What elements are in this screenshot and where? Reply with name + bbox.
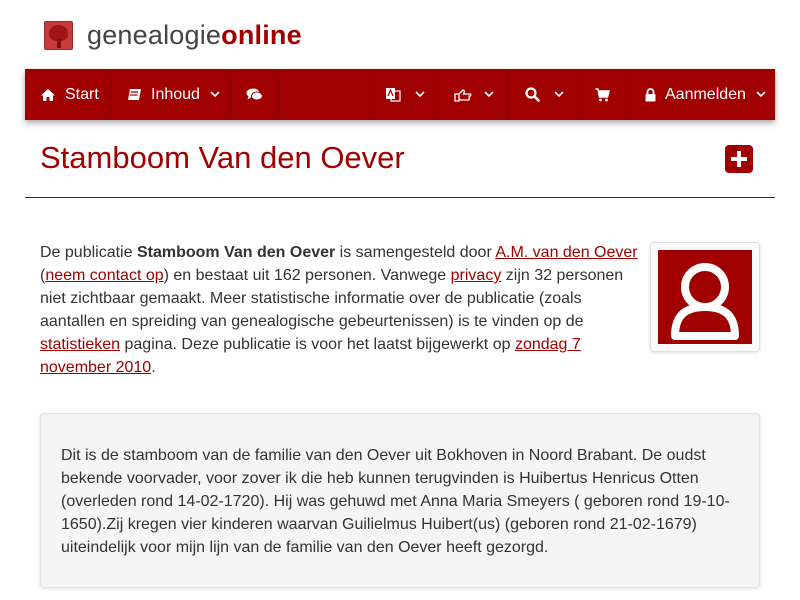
publication-description: Dit is de stamboom van de familie van den Oever uit Bokhoven in Noord Brabant. De oudst bekende voorvader, voor zover ik die heb kunnen terugvinden is Huibertus Henricus Otten (overleden rond 14-02-1720). Hij was gehuwd met Anna Maria Smeyers ( geboren rond 19-10-1650).Zij kregen vier kinderen waarvan Guilielmus Huibert(us) (geboren rond 21-02-1679) uiteindelijk voor mijn lijn van de familie van den Oever heeft gezorgd.	[61, 447, 730, 556]
user-icon	[658, 250, 752, 344]
logo-text-part1: genealogie	[87, 20, 222, 50]
comments-icon	[246, 88, 263, 101]
site-logo[interactable]	[44, 18, 302, 52]
nav-inhoud[interactable]	[111, 69, 231, 120]
publication-name: Stamboom Van den Oever	[136, 244, 336, 261]
tree-logo-icon	[44, 21, 73, 50]
search-icon	[525, 87, 540, 102]
nav-aanmelden-label: Aanmelden	[665, 85, 746, 103]
title-divider	[25, 197, 775, 198]
nav-inhoud-label: Inhoud	[151, 85, 200, 103]
plus-square-icon[interactable]	[725, 145, 753, 173]
nav-language[interactable]	[370, 69, 440, 120]
intro-text: zijn 32 personen niet zichtbaar gemaakt. Meer statistische informatie over de publicatie (zoals aantallen en spreiding van genealogische gebeurtenissen) is te vinden op de	[40, 267, 624, 330]
intro-text: (	[40, 267, 46, 284]
navbar-spacer	[279, 69, 370, 120]
translate-icon	[385, 87, 401, 102]
intro-text: pagina. Deze publicatie is voor het laatst bijgewerkt op	[120, 336, 515, 353]
logo-text-part2: online	[221, 20, 302, 50]
home-icon	[40, 88, 56, 102]
intro-text: De publicatie	[40, 244, 137, 261]
lock-icon	[645, 88, 656, 102]
cart-icon	[595, 88, 610, 102]
privacy-link[interactable]: privacy	[450, 267, 502, 284]
statistics-link[interactable]: statistieken	[40, 336, 121, 353]
book-icon	[127, 88, 142, 102]
publication-intro	[40, 241, 640, 379]
chevron-down-icon	[554, 91, 564, 98]
author-avatar-frame	[650, 242, 760, 352]
chevron-down-icon	[210, 91, 220, 98]
chevron-down-icon	[484, 91, 494, 98]
contact-link[interactable]: neem contact op	[45, 267, 164, 284]
author-link[interactable]: A.M. van den Oever	[495, 244, 638, 261]
nav-start[interactable]	[25, 69, 111, 120]
nav-cart[interactable]	[578, 69, 628, 120]
main-navbar	[25, 69, 775, 120]
chevron-down-icon	[756, 91, 766, 98]
nav-search[interactable]	[509, 69, 578, 120]
logo-text	[87, 18, 302, 52]
chevron-down-icon	[415, 91, 425, 98]
nav-hand[interactable]	[440, 69, 509, 120]
intro-text: ) en bestaat uit 162 personen. Vanwege	[163, 267, 451, 284]
nav-forum[interactable]	[231, 69, 279, 120]
intro-text: is samengesteld door	[335, 244, 496, 261]
publication-description-box	[40, 413, 760, 588]
intro-text: .	[151, 359, 156, 376]
hand-pointer-icon	[454, 88, 472, 102]
nav-start-label: Start	[65, 85, 99, 103]
nav-aanmelden[interactable]	[628, 69, 775, 120]
last-updated-link[interactable]: zondag 7 november 2010	[40, 336, 581, 376]
page-title: Stamboom Van den Oever	[40, 140, 405, 175]
